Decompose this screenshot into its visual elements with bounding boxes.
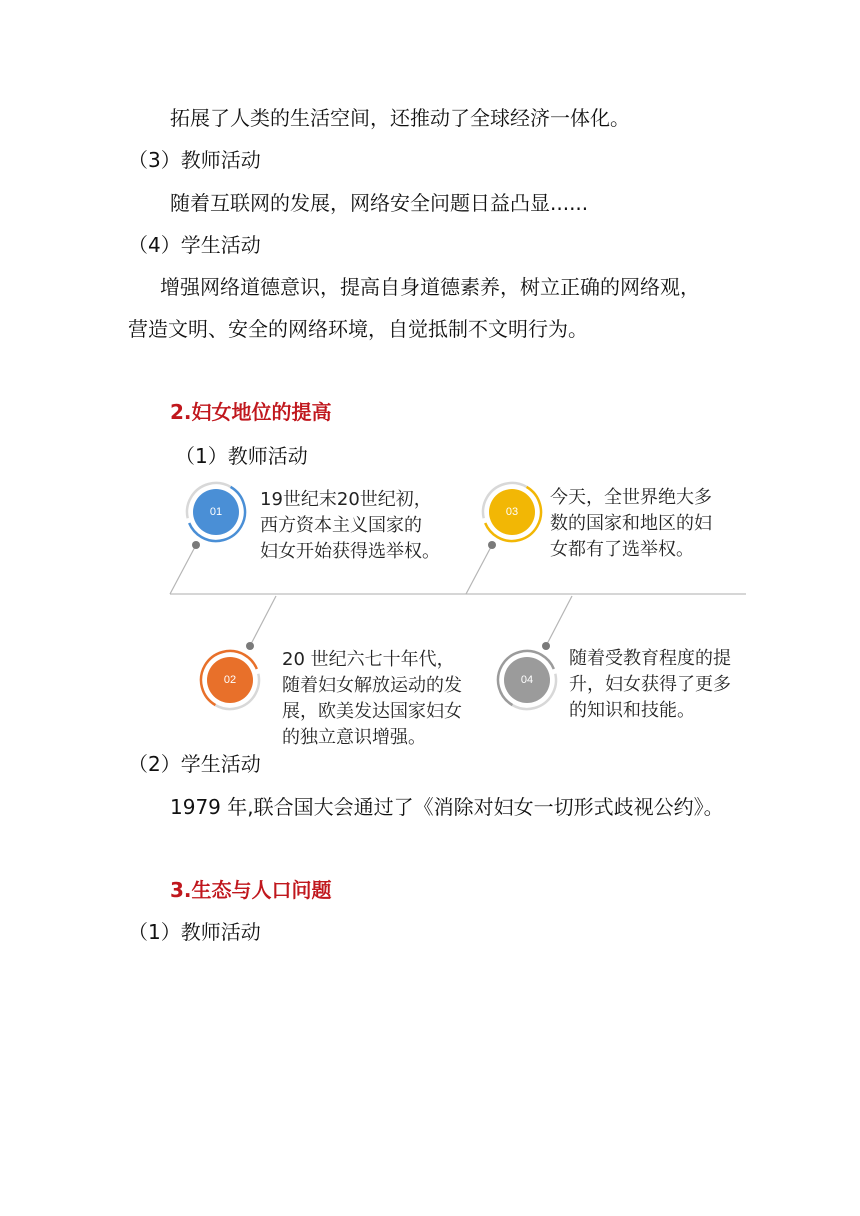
paragraph: 增强网络道德意识，提高自身道德素养，树立正确的网络观， [160,275,700,299]
subheading-teacher-activity: （3）教师活动 [128,148,261,172]
paragraph: 随着互联网的发展，网络安全问题日益凸显...... [170,191,589,215]
section-heading: 2.妇女地位的提高 [170,400,332,424]
subheading-student-activity: （4）学生活动 [128,233,261,257]
paragraph: 1979 年,联合国大会通过了《消除对妇女一切形式歧视公约》。 [170,795,724,819]
paragraph: 拓展了人类的生活空间，还推动了全球经济一体化。 [170,106,630,130]
timeline-text: 随着受教育程度的提 [569,648,731,669]
timeline-text: 20 世纪六七十年代， [282,649,455,670]
section-heading: 3.生态与人口问题 [170,878,332,902]
timeline-text: 数的国家和地区的妇 [550,513,712,534]
timeline-marker-04: 04 [504,657,550,703]
timeline-text: 升，妇女获得了更多 [569,674,731,695]
timeline-marker-01: 01 [193,489,239,535]
timeline-marker-02: 02 [207,657,253,703]
subheading-teacher-activity: （1）教师活动 [128,920,261,944]
timeline-text: 女都有了选举权。 [550,539,694,560]
timeline-text: 展，欧美发达国家妇女 [282,701,462,722]
timeline-text: 今天，全世界绝大多 [550,487,712,508]
subheading-teacher-activity: （1）教师活动 [175,444,308,468]
paragraph: 营造文明、安全的网络环境，自觉抵制不文明行为。 [128,317,588,341]
subheading-student-activity: （2）学生活动 [128,752,261,776]
timeline-text: 的独立意识增强。 [282,727,426,748]
timeline-text: 西方资本主义国家的 [260,515,422,536]
timeline-text: 妇女开始获得选举权。 [260,541,440,562]
timeline-text: 随着妇女解放运动的发 [282,675,462,696]
timeline-text: 19世纪末20世纪初， [260,489,432,510]
timeline-text: 的知识和技能。 [569,700,695,721]
timeline-marker-03: 03 [489,489,535,535]
